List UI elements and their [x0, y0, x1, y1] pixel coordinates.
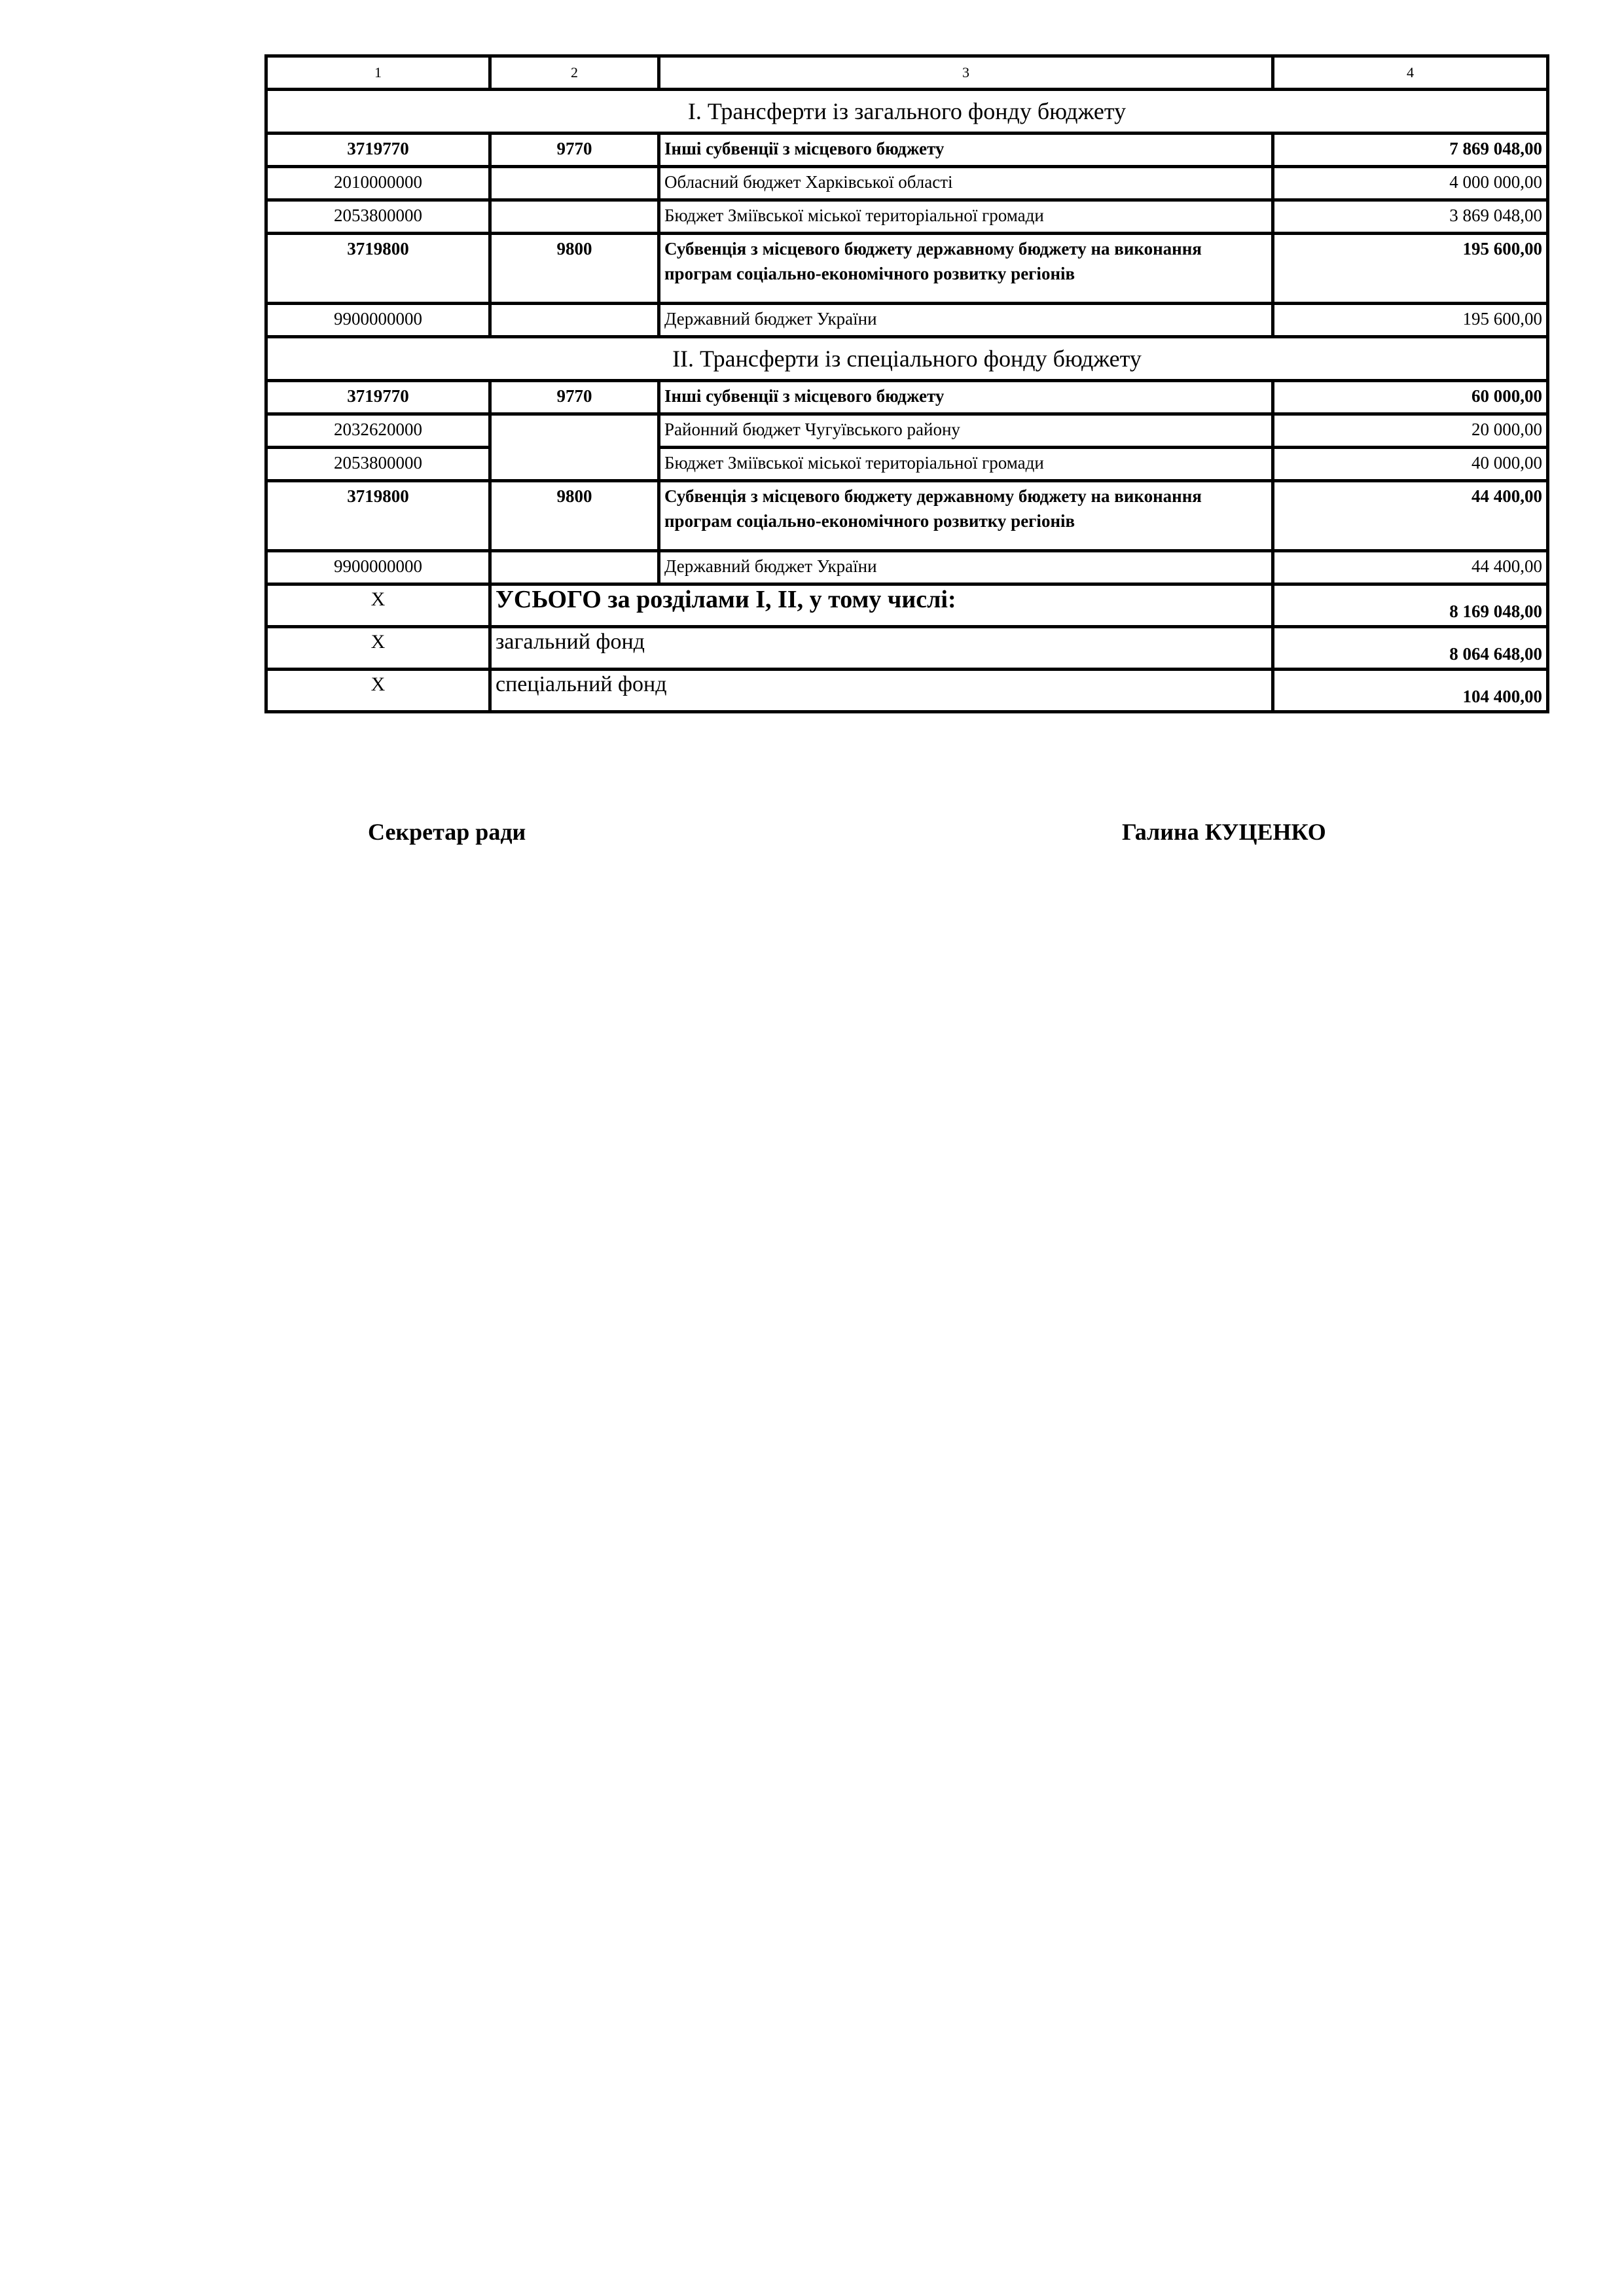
code: 9900000000 [266, 304, 490, 337]
amount: 4 000 000,00 [1273, 167, 1548, 200]
general-fund-label: загальний фонд [490, 627, 1273, 670]
special-fund-label: спеціальний фонд [490, 670, 1273, 712]
amount: 44 400,00 [1273, 551, 1548, 584]
code: 9900000000 [266, 551, 490, 584]
code-2: 9770 [490, 381, 659, 414]
section-title-special: II. Трансферти із спеціального фонду бюджету [266, 337, 1548, 381]
amount: 195 600,00 [1273, 234, 1548, 304]
code-2 [490, 551, 659, 584]
description: Інші субвенції з місцевого бюджету [659, 134, 1273, 167]
section-title-general: I. Трансферти із загального фонду бюджету [266, 90, 1548, 134]
total-marker: Х [266, 584, 490, 627]
total-marker: Х [266, 670, 490, 712]
col-number: 2 [490, 56, 659, 90]
code-2 [490, 304, 659, 337]
amount: 3 869 048,00 [1273, 200, 1548, 234]
amount: 20 000,00 [1273, 414, 1548, 448]
column-numbers-row [266, 56, 1548, 90]
code-2: 9770 [490, 134, 659, 167]
signature-position: Секретар ради [368, 819, 526, 845]
special-fund-value: 104 400,00 [1273, 670, 1548, 712]
description: Субвенція з місцевого бюджету державному бюджету на виконання програм соціально-економічного розвитку регіонів [659, 234, 1273, 304]
general-fund-value: 8 064 648,00 [1273, 627, 1548, 670]
code-2 [490, 200, 659, 234]
description: Державний бюджет України [659, 304, 1273, 337]
code: 2032620000 [266, 414, 490, 448]
amount: 195 600,00 [1273, 304, 1548, 337]
description: Бюджет Зміївської міської територіальної громади [659, 448, 1273, 481]
amount: 44 400,00 [1273, 481, 1548, 551]
code: 3719770 [266, 381, 490, 414]
description: Обласний бюджет Харківської області [659, 167, 1273, 200]
amount: 60 000,00 [1273, 381, 1548, 414]
code: 2010000000 [266, 167, 490, 200]
col-number: 4 [1273, 56, 1548, 90]
code-2 [490, 414, 659, 481]
code: 3719770 [266, 134, 490, 167]
description: Субвенція з місцевого бюджету державному бюджету на виконання програм соціально-економічного розвитку регіонів [659, 481, 1273, 551]
total-marker: Х [266, 627, 490, 670]
total-label: УСЬОГО за розділами I, II, у тому числі: [490, 584, 1273, 627]
code: 2053800000 [266, 448, 490, 481]
code-2 [490, 167, 659, 200]
amount: 7 869 048,00 [1273, 134, 1548, 167]
code: 3719800 [266, 481, 490, 551]
code-2: 9800 [490, 481, 659, 551]
col-number: 1 [266, 56, 490, 90]
amount: 40 000,00 [1273, 448, 1548, 481]
description: Державний бюджет України [659, 551, 1273, 584]
col-number: 3 [659, 56, 1273, 90]
description: Бюджет Зміївської міської територіальної громади [659, 200, 1273, 234]
transfers-table [264, 54, 1549, 713]
total-value: 8 169 048,00 [1273, 584, 1548, 627]
description: Інші субвенції з місцевого бюджету [659, 381, 1273, 414]
description: Районний бюджет Чугуївського району [659, 414, 1273, 448]
code: 3719800 [266, 234, 490, 304]
signature-name: Галина КУЦЕНКО [1122, 819, 1326, 845]
code: 2053800000 [266, 200, 490, 234]
code-2: 9800 [490, 234, 659, 304]
